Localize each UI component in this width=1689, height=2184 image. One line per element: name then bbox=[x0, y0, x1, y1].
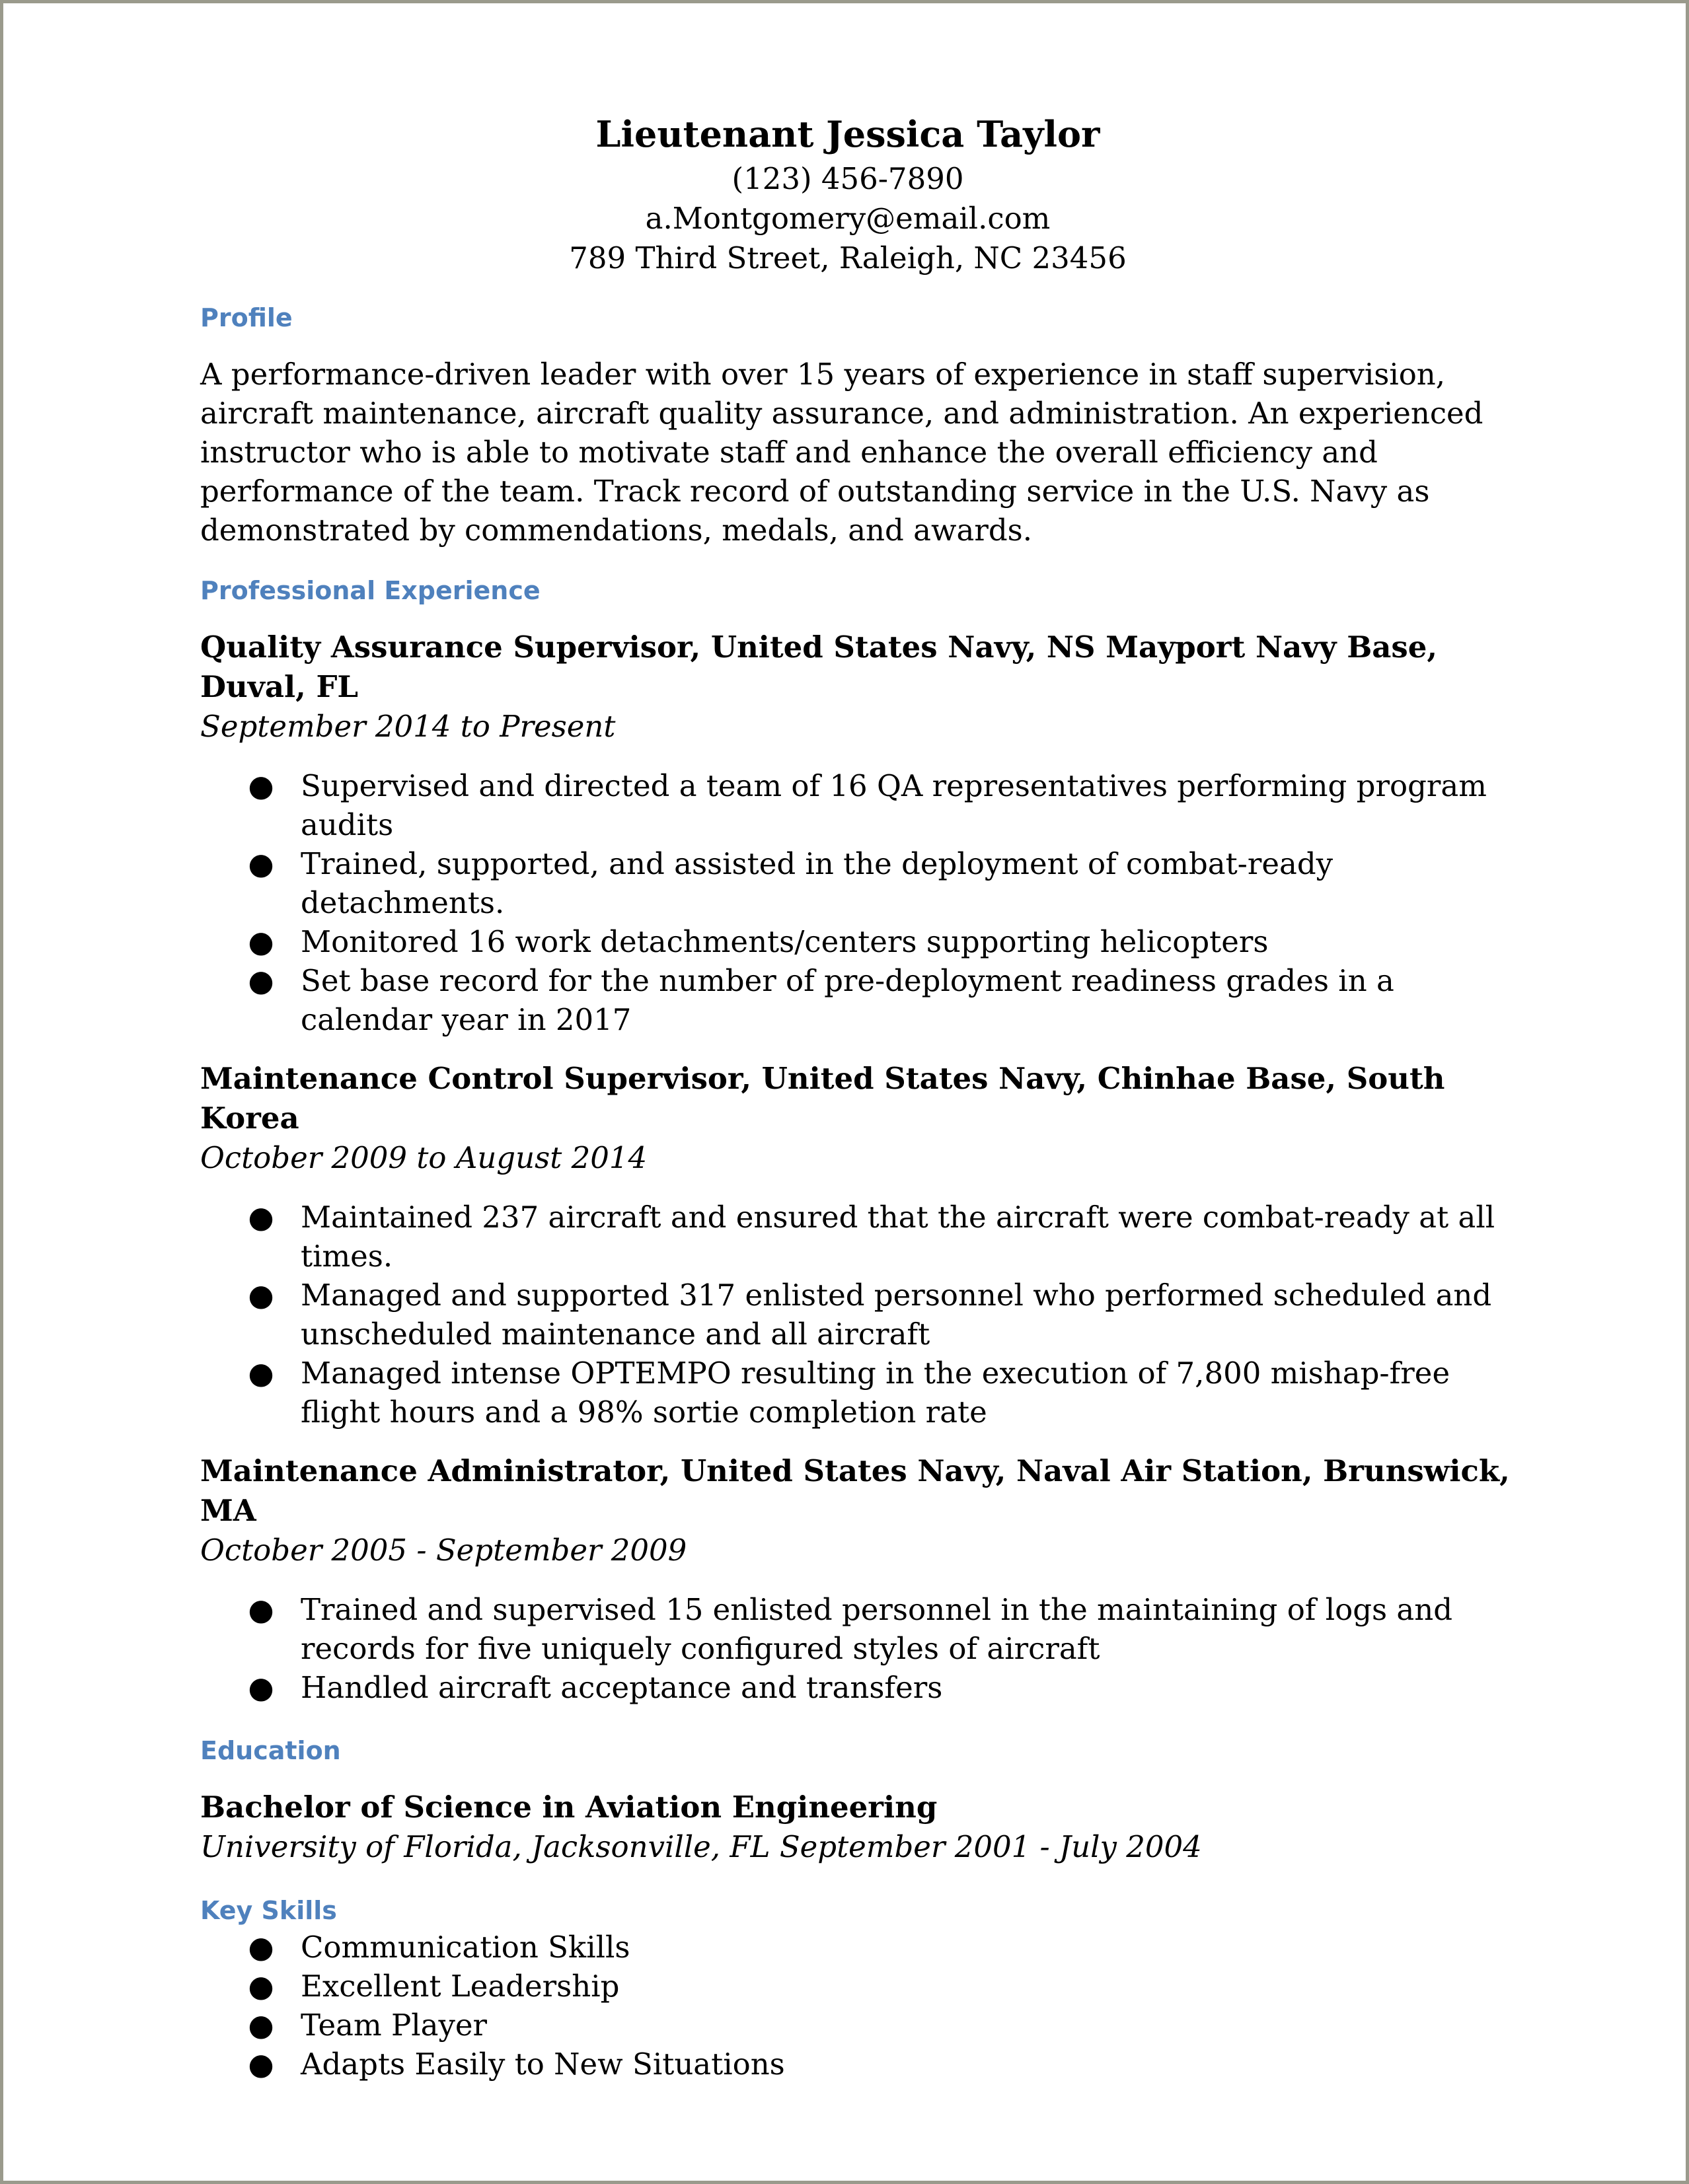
skill-text: Adapts Easily to New Situations bbox=[301, 2047, 785, 2082]
bullet-text: Managed intense OPTEMPO resulting in the execution of 7,800 mishap-free flight hours and a 98% sortie completion rate bbox=[301, 1356, 1450, 1430]
bullet-icon: ● bbox=[248, 1278, 274, 1313]
skills-list bbox=[200, 1928, 1535, 2084]
bullet-text: Managed and supported 317 enlisted personnel who performed scheduled and unscheduled maintenance and all aircraft bbox=[301, 1278, 1492, 1352]
candidate-name: Lieutenant Jessica Taylor bbox=[595, 113, 1100, 155]
experience-heading: Professional Experience bbox=[200, 576, 541, 605]
education-heading: Education bbox=[200, 1736, 341, 1765]
list-item bbox=[200, 844, 1535, 922]
skill-text: Excellent Leadership bbox=[301, 1969, 620, 2004]
list-item bbox=[200, 922, 1535, 961]
profile-heading: Profile bbox=[200, 303, 293, 332]
email-address: a.Montgomery@email.com bbox=[645, 201, 1051, 236]
list-item bbox=[200, 1967, 1535, 2006]
profile-summary: A performance-driven leader with over 15 years of experience in staff supervision, aircraft maintenance, aircraft quality assurance, and administration. An experienced instructor who is able to motivate staff and enhance the overall efficiency and performance of the team. Track record of outstanding service in the U.S. Navy as demonstrated by commendations, medals, and awards. bbox=[200, 357, 1483, 548]
list-item bbox=[200, 1198, 1535, 1276]
street-address: 789 Third Street, Raleigh, NC 23456 bbox=[569, 240, 1127, 275]
list-item bbox=[200, 2006, 1535, 2045]
bullet-icon: ● bbox=[248, 1670, 274, 1705]
skills-heading: Key Skills bbox=[200, 1896, 337, 1925]
skill-text: Communication Skills bbox=[301, 1930, 630, 1965]
bullet-icon: ● bbox=[248, 1200, 274, 1235]
bullet-text: Handled aircraft acceptance and transfers bbox=[301, 1670, 943, 1705]
list-item bbox=[200, 1276, 1535, 1354]
bullet-text: Trained and supervised 15 enlisted personnel in the maintaining of logs and records for five uniquely configured styles of aircraft bbox=[301, 1592, 1453, 1666]
phone-number: (123) 456-7890 bbox=[732, 161, 964, 196]
job-entry bbox=[200, 1451, 1535, 1707]
job-dates: September 2014 to Present bbox=[200, 709, 616, 744]
bullet-icon: ● bbox=[248, 1930, 274, 1965]
job-dates: October 2005 - September 2009 bbox=[200, 1533, 687, 1568]
job-title: Quality Assurance Supervisor, United States Navy, NS Mayport Navy Base, Duval, FL bbox=[200, 630, 1438, 704]
job-entry bbox=[200, 628, 1535, 1039]
bullet-icon: ● bbox=[248, 846, 274, 881]
job-bullet-list bbox=[200, 1590, 1535, 1707]
bullet-text: Set base record for the number of pre-deployment readiness grades in a calendar year in 2017 bbox=[301, 963, 1394, 1037]
list-item bbox=[200, 961, 1535, 1039]
list-item bbox=[200, 1590, 1535, 1668]
bullet-icon: ● bbox=[248, 963, 274, 998]
resume-content bbox=[200, 109, 1535, 2084]
education-details: University of Florida, Jacksonville, FL September 2001 - July 2004 bbox=[200, 1829, 1202, 1864]
list-item bbox=[200, 2045, 1535, 2084]
bullet-text: Maintained 237 aircraft and ensured that the aircraft were combat-ready at all times. bbox=[301, 1200, 1495, 1274]
bullet-text: Supervised and directed a team of 16 QA representatives performing program audits bbox=[301, 768, 1487, 842]
bullet-icon: ● bbox=[248, 1592, 274, 1627]
job-entry bbox=[200, 1059, 1535, 1432]
bullet-icon: ● bbox=[248, 1969, 274, 2004]
list-item bbox=[200, 766, 1535, 844]
bullet-icon: ● bbox=[248, 1356, 274, 1391]
job-title: Maintenance Control Supervisor, United States Navy, Chinhae Base, South Korea bbox=[200, 1061, 1445, 1136]
job-bullet-list bbox=[200, 766, 1535, 1039]
bullet-icon: ● bbox=[248, 2008, 274, 2043]
bullet-icon: ● bbox=[248, 924, 274, 959]
list-item bbox=[200, 1354, 1535, 1432]
list-item bbox=[200, 1928, 1535, 1967]
list-item bbox=[200, 1668, 1535, 1707]
bullet-text: Trained, supported, and assisted in the deployment of combat-ready detachments. bbox=[301, 846, 1333, 920]
bullet-icon: ● bbox=[248, 768, 274, 803]
bullet-icon: ● bbox=[248, 2047, 274, 2082]
resume-header bbox=[200, 109, 1495, 278]
job-title: Maintenance Administrator, United States Navy, Naval Air Station, Brunswick, MA bbox=[200, 1453, 1510, 1528]
degree-title: Bachelor of Science in Aviation Engineering bbox=[200, 1790, 938, 1825]
job-dates: October 2009 to August 2014 bbox=[200, 1140, 648, 1175]
job-bullet-list bbox=[200, 1198, 1535, 1432]
bullet-text: Monitored 16 work detachments/centers supporting helicopters bbox=[301, 924, 1269, 959]
skill-text: Team Player bbox=[301, 2008, 488, 2043]
